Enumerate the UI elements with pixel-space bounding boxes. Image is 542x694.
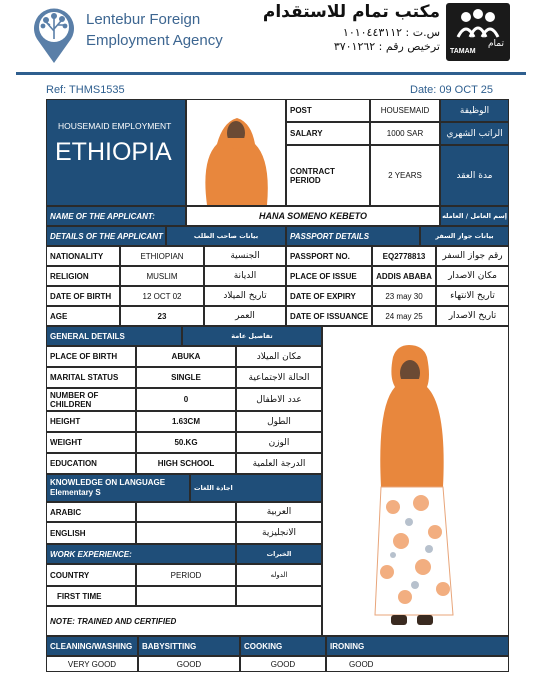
- date-of-expiry-ar: تاريخ الانتهاء: [436, 286, 509, 306]
- first-time-period: [136, 586, 236, 606]
- details-of-applicant-header: DETAILS OF THE APPLICANT: [46, 226, 166, 246]
- arabic-level-value: [136, 502, 236, 522]
- first-time-ar: [236, 586, 322, 606]
- tamam-logo-en: TAMAM: [450, 48, 476, 55]
- number-of-children-ar: عدد الاطفال: [236, 388, 322, 411]
- english-level-value: [136, 522, 236, 544]
- skill-cooking-value: GOOD: [240, 656, 326, 672]
- work-experience-header-ar: الخبرات: [236, 544, 322, 564]
- marital-status-ar: الحالة الاجتماعية: [236, 367, 322, 388]
- salary-label: SALARY: [286, 122, 370, 145]
- skill-babysitting-value: GOOD: [138, 656, 240, 672]
- work-period-label: PERIOD: [136, 564, 236, 586]
- general-details-header: GENERAL DETAILS: [46, 326, 182, 346]
- post-value: HOUSEMAID: [370, 99, 440, 122]
- height-label: HEIGHT: [46, 411, 136, 432]
- passport-details-header: PASSPORT DETAILS: [286, 226, 420, 246]
- language-level: Elementary S: [50, 488, 101, 497]
- weight-ar: الوزن: [236, 432, 322, 453]
- post-ar: الوظيفة: [440, 99, 509, 122]
- date-of-birth-value: 12 OCT 02: [120, 286, 204, 306]
- passport-number-value: EQ2778813: [372, 246, 436, 266]
- number-of-children-label: NUMBER OF CHILDREN: [46, 388, 136, 411]
- contract-period-ar: مدة العقد: [440, 145, 509, 206]
- height-value: 1.63CM: [136, 411, 236, 432]
- date-of-issuance-label: DATE OF ISSUANCE: [286, 306, 372, 326]
- marital-status-label: MARITAL STATUS: [46, 367, 136, 388]
- language-header-ar: اجادة اللغات: [190, 474, 322, 502]
- tamam-logo-ar: تمام: [487, 39, 504, 49]
- document-date: Date: 09 OCT 25: [410, 84, 493, 96]
- details-of-applicant-header-ar: بيانات صاحب الطلب: [166, 226, 286, 246]
- age-label: AGE: [46, 306, 120, 326]
- date-of-expiry-label: DATE OF EXPIRY: [286, 286, 372, 306]
- place-of-birth-label: PLACE OF BIRTH: [46, 346, 136, 367]
- nationality-label: NATIONALITY: [46, 246, 120, 266]
- passport-number-ar: رقم جواز السفر: [436, 246, 509, 266]
- applicant-portrait-photo: [186, 99, 286, 206]
- place-of-birth-ar: مكان الميلاد: [236, 346, 322, 367]
- skill-cooking-header: COOKING: [240, 636, 326, 656]
- arabic-ar: العربية: [236, 502, 322, 522]
- work-country-ar: الدوله: [236, 564, 322, 586]
- applicant-full-body-photo: [322, 326, 509, 636]
- weight-value: 50.KG: [136, 432, 236, 453]
- english-ar: الانجليزية: [236, 522, 322, 544]
- salary-value: 1000 SAR: [370, 122, 440, 145]
- date-of-issuance-value: 24 may 25: [372, 306, 436, 326]
- education-value: HIGH SCHOOL: [136, 453, 236, 474]
- agency-name-line2: Employment Agency: [86, 32, 223, 49]
- place-of-birth-value: ABUKA: [136, 346, 236, 367]
- place-of-issue-ar: مكان الاصدار: [436, 266, 509, 286]
- work-country-label: COUNTRY: [46, 564, 136, 586]
- age-ar: العمر: [204, 306, 286, 326]
- first-time-label: FIRST TIME: [46, 586, 136, 606]
- banner-subtitle: HOUSEMAID EMPLOYMENT: [58, 121, 172, 131]
- salary-ar: الراتب الشهري: [440, 122, 509, 145]
- nationality-value: ETHIOPIAN: [120, 246, 204, 266]
- language-header: KNOWLEDGE ON LANGUAGE Elementary S: [46, 474, 190, 502]
- skill-babysitting-header: BABYSITTING: [138, 636, 240, 656]
- work-experience-header: WORK EXPERIENCE:: [46, 544, 236, 564]
- date-of-expiry-value: 23 may 30: [372, 286, 436, 306]
- religion-ar: الديانة: [204, 266, 286, 286]
- skill-ironing-value: GOOD: [326, 656, 509, 672]
- applicant-name-ar: إسم العامل / العامله: [440, 206, 509, 226]
- skill-ironing-header: IRONING: [326, 636, 509, 656]
- agency-logo: [32, 5, 76, 65]
- tamam-logo: [446, 3, 510, 61]
- country-banner: [46, 99, 186, 206]
- education-ar: الدرجة العلمية: [236, 453, 322, 474]
- arabic-cr-number: س.ت : ١٠١٠٤٤٣١١٢: [342, 26, 440, 39]
- reference-number: Ref: THMS1535: [46, 84, 125, 96]
- applicant-name-value: HANA SOMENO KEBETO: [186, 206, 440, 226]
- post-label: POST: [286, 99, 370, 122]
- banner-country: ETHIOPIA: [55, 138, 172, 166]
- date-of-birth-ar: تاريخ الميلاد: [204, 286, 286, 306]
- agency-name-line1: Lentebur Foreign: [86, 11, 201, 28]
- arabic-agency-name: مكتب تمام للاستقدام: [262, 2, 440, 22]
- skill-cleaning-washing-header: CLEANING/WASHING: [46, 636, 138, 656]
- passport-details-header-ar: بيانات جواز السفر: [420, 226, 509, 246]
- nationality-ar: الجنسية: [204, 246, 286, 266]
- arabic-license-number: ترخيص رقم : ٣٧٠١٢٦٢: [333, 40, 440, 53]
- place-of-issue-label: PLACE OF ISSUE: [286, 266, 372, 286]
- contract-period-label: CONTRACT PERIOD: [286, 145, 370, 206]
- date-of-birth-label: DATE OF BIRTH: [46, 286, 120, 306]
- number-of-children-value: 0: [136, 388, 236, 411]
- age-value: 23: [120, 306, 204, 326]
- height-ar: الطول: [236, 411, 322, 432]
- english-label: ENGLISH: [46, 522, 136, 544]
- arabic-label: ARABIC: [46, 502, 136, 522]
- place-of-issue-value: ADDIS ABABA: [372, 266, 436, 286]
- weight-label: WEIGHT: [46, 432, 136, 453]
- religion-value: MUSLIM: [120, 266, 204, 286]
- applicant-name-label: NAME OF THE APPLICANT:: [46, 206, 186, 226]
- marital-status-value: SINGLE: [136, 367, 236, 388]
- date-of-issuance-ar: تاريخ الاصدار: [436, 306, 509, 326]
- religion-label: RELIGION: [46, 266, 120, 286]
- header-divider: [16, 72, 526, 75]
- trained-certified-note: NOTE: TRAINED AND CERTIFIED: [46, 606, 322, 636]
- contract-period-value: 2 YEARS: [370, 145, 440, 206]
- education-label: EDUCATION: [46, 453, 136, 474]
- passport-number-label: PASSPORT NO.: [286, 246, 372, 266]
- skill-cleaning-washing-value: VERY GOOD: [46, 656, 138, 672]
- general-details-header-ar: تفاصيل عامة: [182, 326, 322, 346]
